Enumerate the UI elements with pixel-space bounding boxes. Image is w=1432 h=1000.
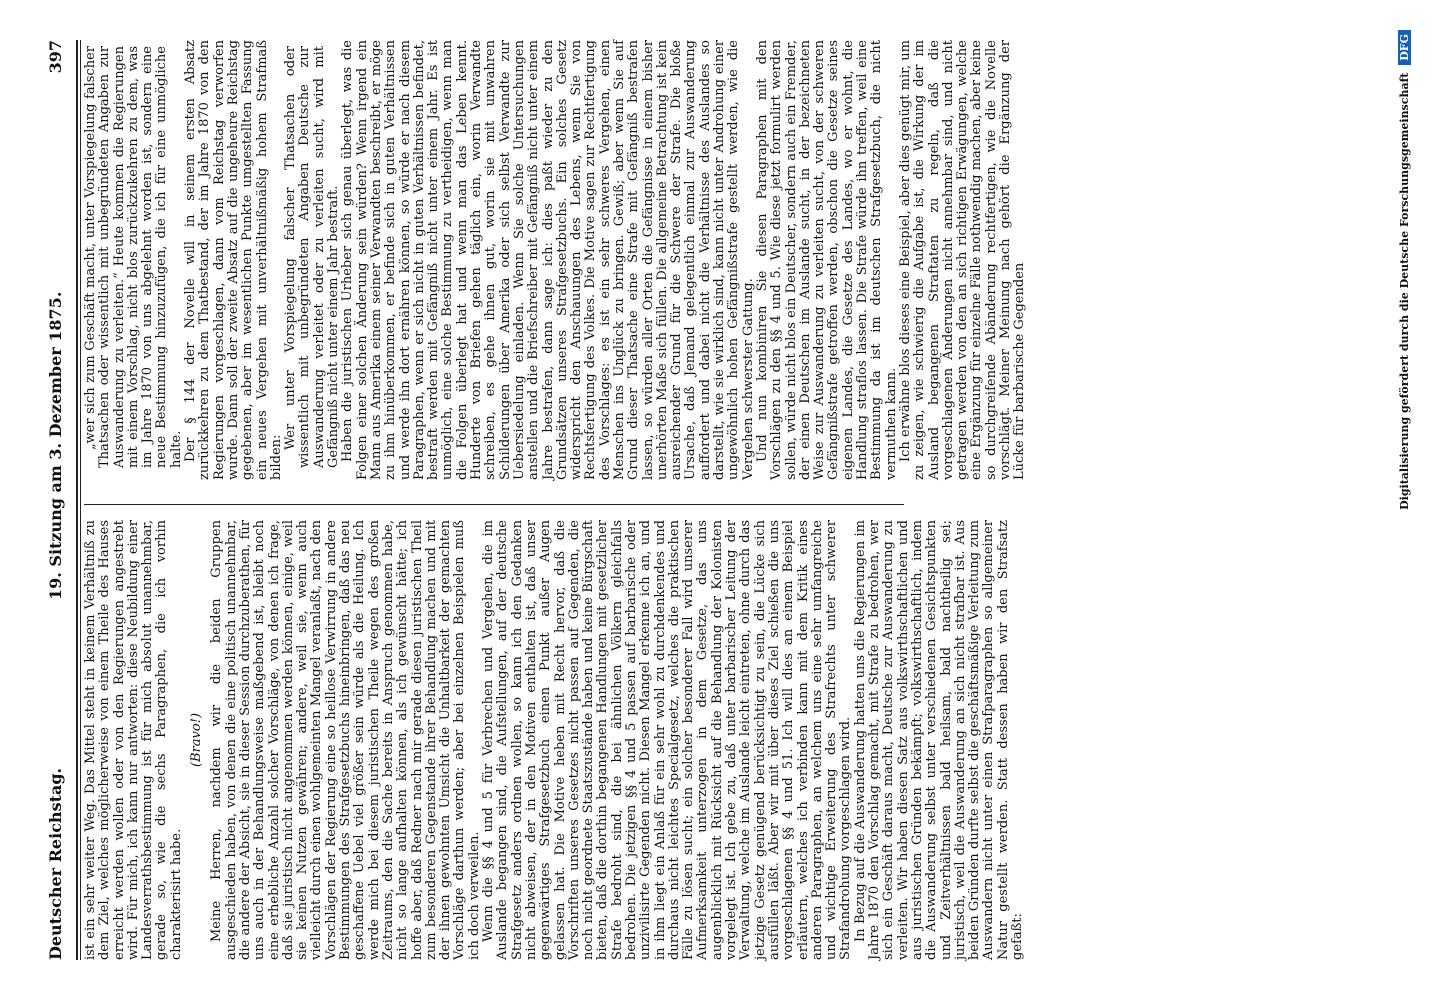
right-paragraph: Ich erwähne blos dieses eine Beispiel, aber dies genügt mir, um zu zeigen, wie schwierig die Aufgabe ist, die Wirkung der im Ausland begangenen Straftaten zu regeln, daß die vorgeschlagenen Änderungen nicht annehmbar sind, und nicht getragen werden von den an sich richtigen Erwägungen, welche eine Ergänzung für einzelne Fälle nothwendig machen, aber keine so durchgreifende Abänderung rechtfertigen, wie die Novelle vorschlägt. Meiner Meinung nach gehört die Ergänzung der Lücke für barbarische Gegenden <box>897 40 1028 480</box>
quotation: „wer sich zum Geschäft macht, unter Vorspiegelung falscher Thatsachen oder wissentlich mit unbegründeten Angaben zur Auswanderung zu verleiten.“ Heute kommen die Regierungen mit einem Vorschlag, nicht blos zurückzukehren zu dem, was im Jahre 1870 von uns abgelehnt worden ist, sondern eine neue Bestimmung hinzuzufügen, die ich für eine unmögliche halte. <box>83 46 184 468</box>
left-paragraph: Meine Herren, nachdem wir die beiden Gruppen ausgeschieden haben, von denen die eine politisch unannehmbar, die andere der Absicht, sie in dieser Session durchzuberathen, für uns auch in der Behandlungsweise maßgebend ist, bleibt noch eine erhebliche Anzahl solcher Vorschläge, von denen ich frage, daß sie juristisch nicht angenommen werden können, einige, weil sie keinen Nutzen gewähren; andere, weil sie, wenn auch vielleicht durch einen wohlgemeinten Mangel veranlaßt, nach den Vorschlägen der Regierung eine so heillose Verwirrung in andere Bestimmungen des Strafgesetzbuchs hineinbringen, daß das neu geschaffene Uebel viel größer sein würde als die Heilung. Ich werde mich bei diesem juristischen Theile wegen des großen Zeitraums, den die Sache bereits in Anspruch genommen habe, nicht so lange aufhalten können, als ich gewünscht hätte; ich hoffe aber, daß Redner nach mir gerade diesen juristischen Theil zum besonderen Gegenstande ihrer Behandlung machen und mit der ihnen gewohnten Umsicht die Unhaltbarkeit der gemachten Vorschläge darthun werden; aber bei einzelnen Beispielen muß ich doch verweilen. <box>209 520 482 960</box>
quoted-law-text: Wer unter Vorspiegelung falscher Thatsachen oder wissentlich mit unbegründeten Angaben Deutsche zur Auswanderung verleitet oder zu verleiten sucht, wird mit Gefängniß nicht unter einem Jahr bestraft. <box>283 46 342 468</box>
page-number: 397 <box>46 40 65 74</box>
left-paragraph: In Bezug auf die Auswanderung hatten uns die Regierungen im Jahre 1870 den Vorschlag gemacht, mit Strafe zu bedrohen, wer sich ein Geschäft daraus macht, Deutsche zur Auswanderung zu verleiten. Wir haben diesen Satz aus volkswirthschaftlichen und aus juristischen Gründen bekämpft; volkswirthschaftlich, indem die Auswanderung selbst unter verschiedenen Gesichtspunkten und Zeitverhältnissen bald heilsam, bald nachtheilig sei; juristisch, weil die Auswanderung an sich nicht strafbar ist. Aus beiden Gründen durfte selbst die geschäftsmäßige Verleitung zum Auswandern nicht unter einen Strafparagraphen so allgemeiner Natur gestellt werden. Statt dessen haben wir den Strafsatz gefaßt: <box>852 520 1025 960</box>
header-rule <box>76 40 78 960</box>
header-rule-thin <box>80 40 81 960</box>
right-paragraph: Der § 144 der Novelle will in seinem ersten Absatz zurückkehren zu dem Thatbestand, der im Jahre 1870 von den Regierungen vorgeschlagen, dann vom Reichstag verworfen wurde. Dann soll der zweite Absatz auf die ungeheure Reichstag gegebenen, aber im wesentlichen Punkte umgestellten Fassung ein neues Vergehen mit unverhältnißmäßig hohem Strafmaß bilden: <box>183 40 284 480</box>
right-paragraph: Haben die juristischen Urheber sich genau überlegt, was die Folgen einer solchen Änderung sein würden? Wenn irgend ein Mann aus Amerika einem seiner Verwandten beschreibt, er möge zu ihm hinüberkommen, er befinde sich in guten Verhältnissen und werde ihn dort ernähren können, so würde er nach diesem Paragraphen, wenn er sich nicht in guten Verhältnissen befindet, bestraft werden mit Gefängniß nicht unter einem Jahr. Es ist unmöglich, eine solche Bestimmung zu vertheidigen, wenn man die Folgen überlegt hat und wenn man das Leben kennt. Hunderte von Briefen gehen täglich ein, worin Verwandte schreiben, es gehe ihnen gut, worin sie mit unwahren Schilderungen über Amerika oder sich selbst Verwandte zur Uebersiedelung einladen. Wenn Sie solche Untersuchungen anstellen und die Briefschreiber mit Gefängniß nicht unter einem Jahre bestrafen, dann sage ich: dies paßt wieder zu den Grundsätzen unseres Strafgesetzbuchs. Ein solches Gesetz widerspricht den Anschauungen des Lebens, wenn Sie von Rechtsfertigung des Volkes. Die Motive sagen zur Rechtfertigung des Vorschlages: es ist ein sehr schweres Vergehen, einen Menschen ins Unglück zu bringen. Gewiß; aber wenn Sie auf Grund dieser Thatsache eine Strafe mit Gefängniß bestrafen lassen, so würden aller Orten die Gefängnisse in einem bisher unerhörten Maße sich füllen. Die allgemeine Betrachtung ist kein ausreichender Grund für die Schwere der Strafe. Die bloße Ursache, daß Jemand gelegentlich einmal zur Auswanderung auffordert und dabei nicht die Verhältnisse des Auslandes so darstellt, wie sie wirklich sind, kann nicht unter Androhung einer ungewöhnlich hohen Gefängnißstrafe gestellt werden, wie die Vergehen schwerster Gattung. <box>340 40 756 480</box>
header-publication: Deutscher Reichstag. <box>46 767 65 960</box>
speaker-reaction: (Bravo!) <box>189 712 205 768</box>
left-paragraph: Wenn die §§ 4 und 5 für Verbrechen und Vergehen, die im Auslande begangen sind, die Aufstellungen, auf der deutsche Strafgesetz anders ordnen wollen, so kann ich den Gedanken nicht abweisen, der in den Motiven enthalten ist, daß unser gegenwärtiges Strafgesetzbuch einen Punkt außer Augen gelassen hat. Die Motive heben mit Recht hervor, daß die Vorschriften unseres Gesetzes nicht passen auf Gegenden, die noch nicht geordnete Staatszustände haben und keine Bürgschaft bieten, daß die dorthin begangenen Handlungen mit gesetzlicher Strafe bedroht sind, die bei ähnlichen Völkern gleichfalls bedrohen. Die jetzigen §§ 4 und 5 passen auf barbarische oder unzivilisirte Gegenden nicht. Diesen Mangel erkenne ich an, und in ihm liegt ein Anlaß für ein sehr wohl zu durchdenkendes und durchaus nicht leichtes Specialgesetz, welches die praktischen Fälle zu lösen sucht; ein solcher besonderer Fall wird unserer Aufmerksamkeit unterzogen in dem Gesetze, das uns augenblicklich mit Rücksicht auf die Behandlung der Kolonisten vorgelegt ist. Ich gebe zu, daß unter barbarischer Leitung der Verwaltung, welche im Auslande leicht eintreten, ohne durch das jetzige Gesetz genügend berücksichtigt zu sein, die Lücke sich ausfüllen läßt. Aber wir mit über dieses Ziel schießen die uns vorgeschlagenen §§ 4 und 51. Ich will dies an einem Beispiel erläutern, welches ich verbinden kann mit dem Kritik eines anderen Paragraphen, an welchem uns eine sehr umfangreiche und wichtige Erweiterung des Strafrechts unter schwerer Strafandrohung vorgeschlagen wird. <box>481 520 854 960</box>
right-paragraph: Und nun kombiniren Sie diesen Paragraphen mit den Vorschlägen zu den §§ 4 und 5. Wie diese jetzt formulirt werden sollen, würde nicht blos ein Deutscher, sondern auch ein Fremder, der einen Deutschen im Auslande sucht, in der bezeichneten Weise zur Auswanderung zu verleiten sucht, von der schweren Gefängnißstrafe getroffen werden, obschon die Gesetze seines eigenen Landes, die Gesetze des Landes, wo er wohnt, die Handlung straflos lassen. Die Strafe würde ihn treffen, weil eine Bestimmung da ist im deutschen Strafgesetzbuch, die nicht vermuthen kann. <box>754 40 899 480</box>
page-header <box>46 40 70 960</box>
right-column <box>83 40 1028 480</box>
column-divider <box>84 504 904 505</box>
left-top-paragraph: ist ein sehr weiter Weg. Das Mittel steht in keinem Verhältniß zu dem Ziel, welches möglicherweise von einem Theile des Hauses erreicht werden wollen oder von den Regierungen angestrebt wird. Für mich, ich kann nur antworten: diese Neubildung einer Landesverrathsbestimmung ist für mich absolut unannehmbar, gerade so, wie die sechs Paragraphen, die ich vorhin charakterisirt habe. <box>83 520 184 960</box>
credit-text: Digitalisierung gefördert durch die Deutsche Forschungsgemeinschaft <box>1398 72 1411 510</box>
header-session: 19. Sitzung am 3. Dezember 1875. <box>46 291 65 600</box>
left-column <box>83 520 1025 960</box>
dfg-logo: DFG <box>1398 30 1411 65</box>
digitization-credit <box>1398 30 1411 850</box>
